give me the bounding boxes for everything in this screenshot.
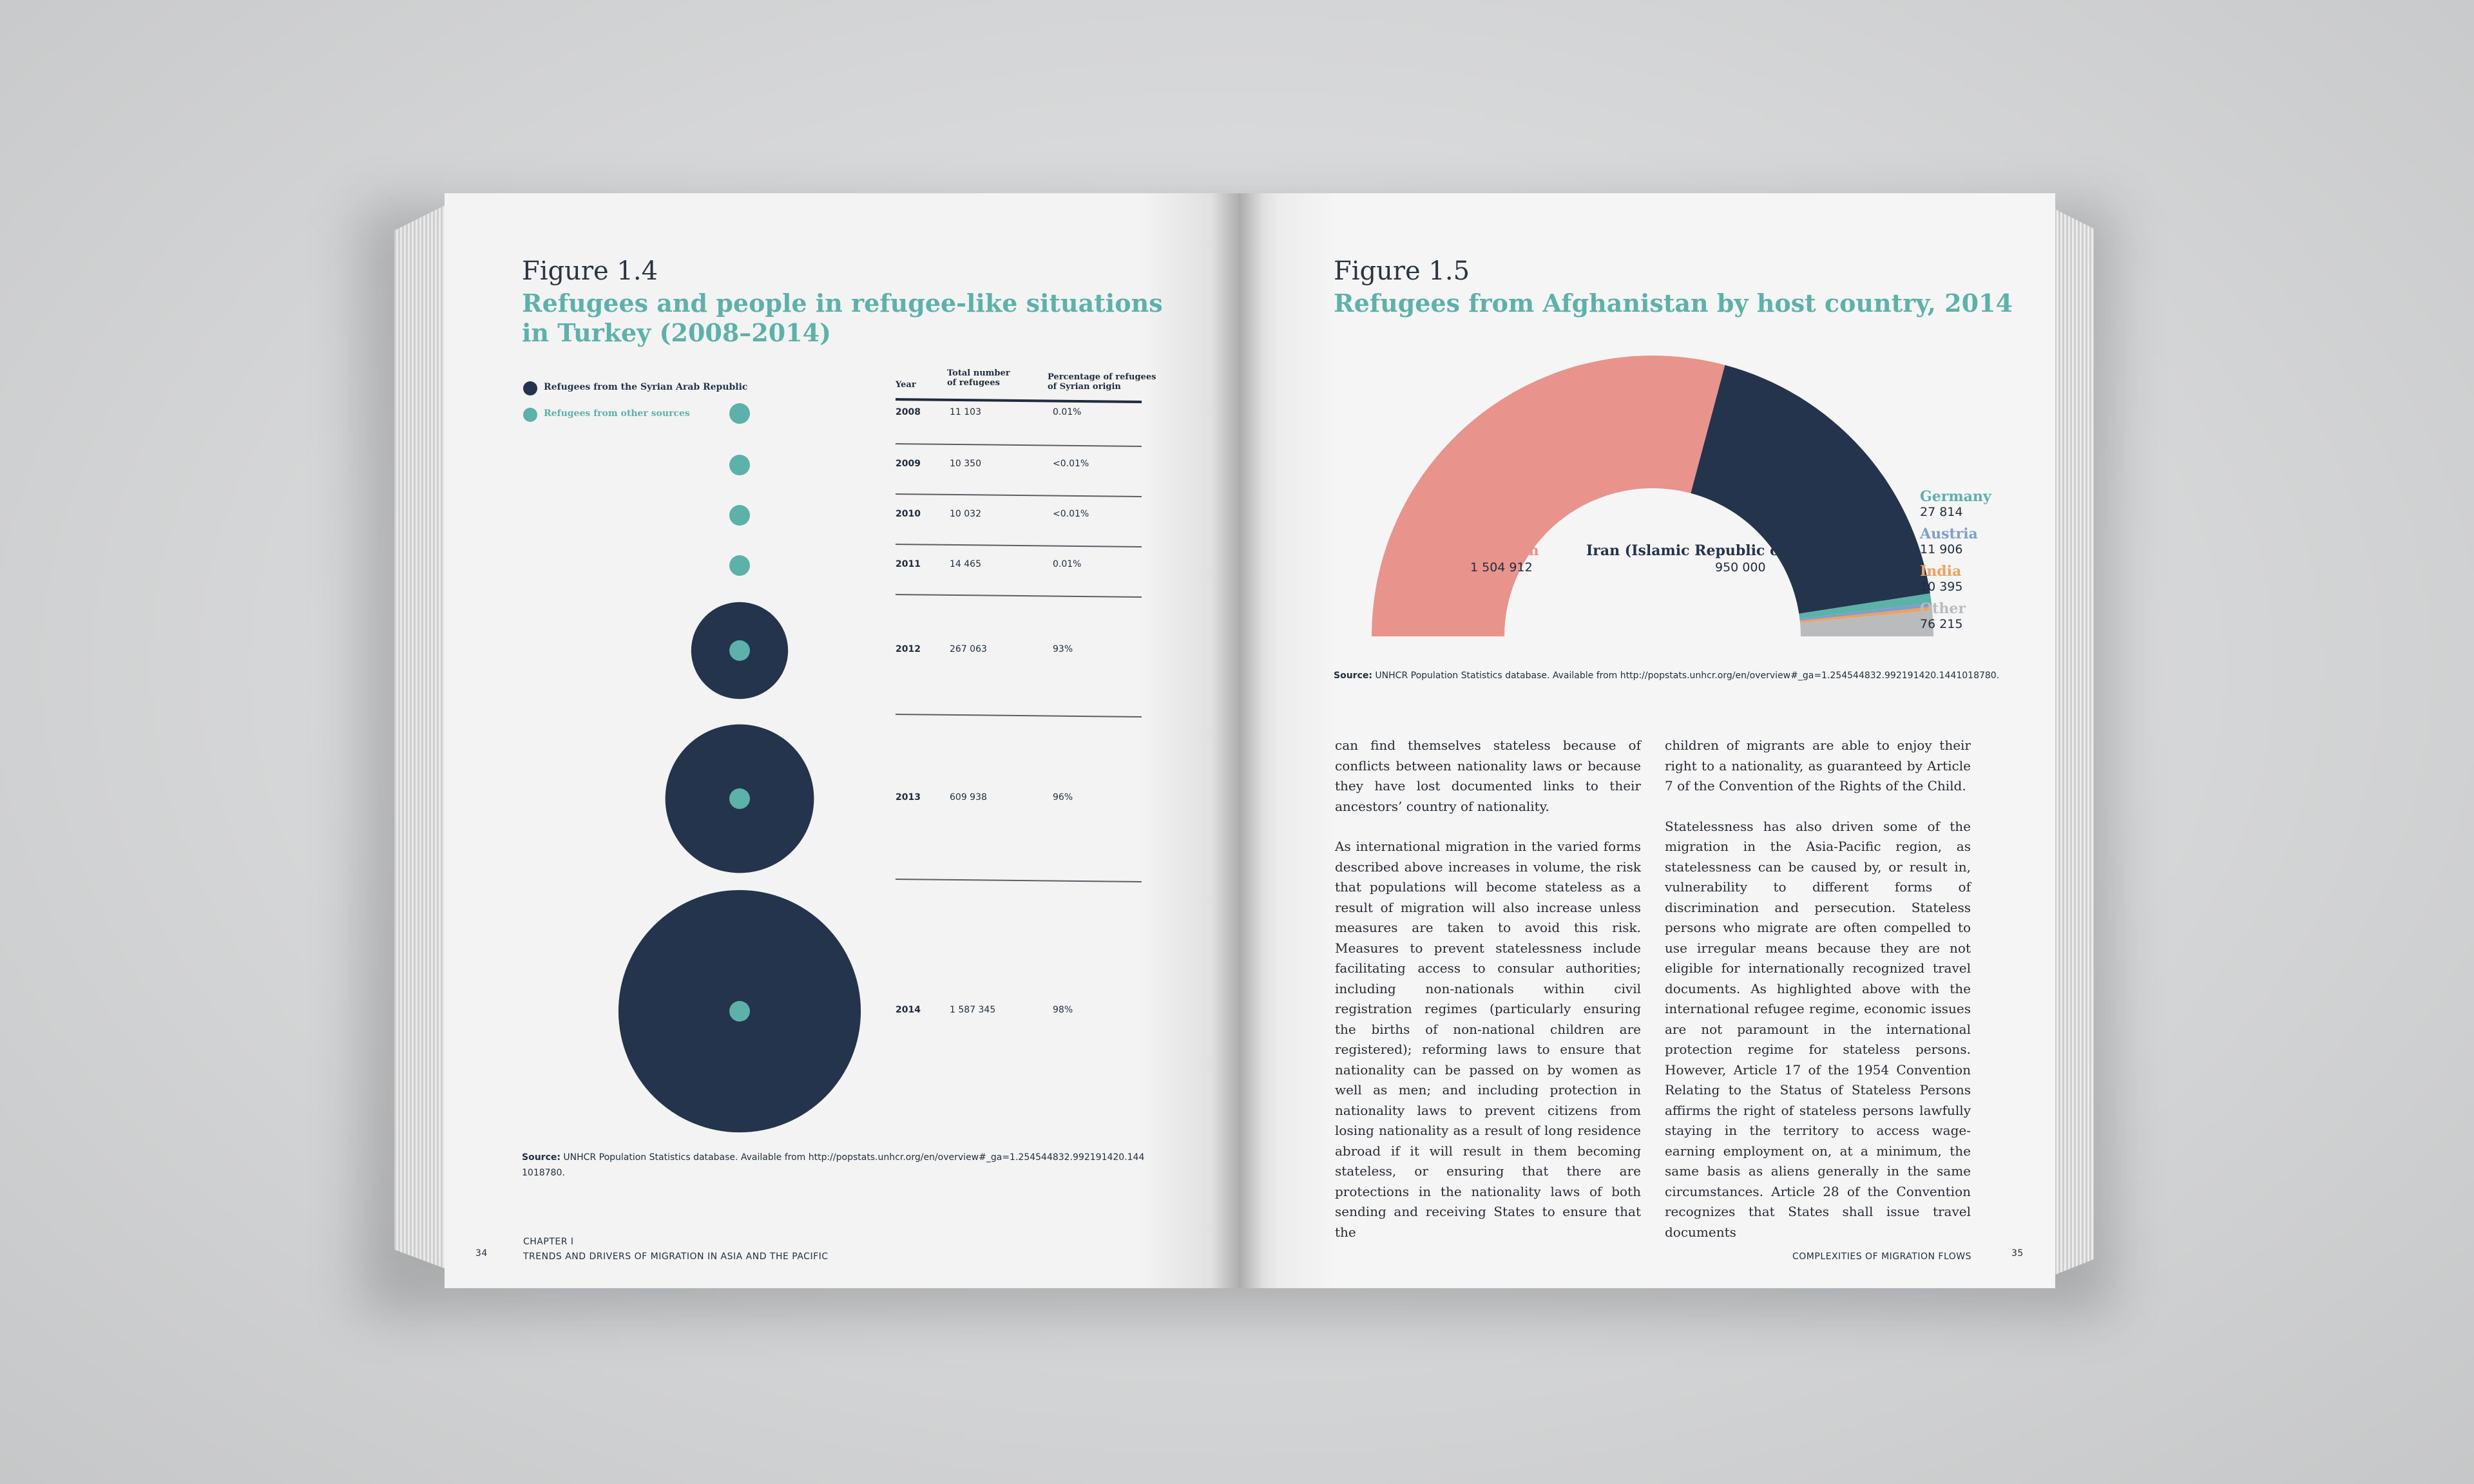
table-cell-pct-2010: <0.01%: [1053, 509, 1089, 519]
table-header-total-line2: of refugees: [947, 378, 1000, 388]
table-cell-total-2011: 14 465: [950, 559, 981, 569]
pie-label-india: India: [1920, 563, 1962, 580]
footer-section-title: COMPLEXITIES OF MIGRATION FLOWS: [1792, 1251, 1971, 1262]
bubble-other-2011: [729, 555, 750, 576]
page-number-left: 34: [475, 1248, 488, 1259]
table-cell-year-2014: 2014: [896, 1005, 921, 1015]
table-cell-total-2012: 267 063: [950, 644, 987, 654]
table-cell-year-2011: 2011: [896, 559, 921, 569]
pie-label-pakistan: Pakistan: [1470, 542, 1539, 559]
page-edges-left: [394, 205, 446, 1269]
body-col1-paragraph2: As international migration in the varied forms described above increases in volume, the risk that populations will become stateless as a result of migration will also increase unless measures are taken to avoid this risk. Measures to prevent statelessness include facilitating access to consular authorities; including non-nationals within civil registration regimes (particularly ensuring the births of non-national children are registered); reforming laws to ensure that nationality can be passed on by women as well as men; and including protection in nationality laws to prevent citizens from losing nationality as a result of long residence abroad if it will result in them becoming stateless, or ensuring that there are protections in the nationality laws of both sending and receiving States to ensure that the: [1335, 839, 1641, 1240]
table-header-pct-line1: Percentage of refugees: [1048, 372, 1156, 382]
page-number-right: 35: [2011, 1248, 2024, 1259]
table-cell-pct-2014: 98%: [1053, 1005, 1073, 1015]
figure-1-4-number: Figure 1.4: [522, 256, 658, 286]
donut-slice-iran-islamic-republic-of: [1691, 365, 1930, 614]
body-col1-paragraph1: can find themselves stateless because of conflicts between nationality laws or because they have lost documented links to their ancestors’ country of nationality.: [1335, 737, 1641, 814]
source-text-line1: UNHCR Population Statistics database. Available from http://popstats.unhcr.org/en/overview#_ga=1.254544832.992191420.144: [560, 1152, 1145, 1163]
figure-1-5-number: Figure 1.5: [1334, 256, 1470, 286]
footer-chapter: CHAPTER I: [523, 1237, 574, 1247]
figure-1-4-title-line2: in Turkey (2008–2014): [522, 318, 832, 347]
table-cell-pct-2012: 93%: [1053, 644, 1073, 654]
table-cell-total-2013: 609 938: [950, 792, 987, 803]
source-label-right: Source:: [1334, 671, 1372, 681]
body-col2-paragraph1: children of migrants are able to enjoy their right to a nationality, as guaranteed by Article 7 of the Convention of the Rights of the Child.: [1665, 737, 1971, 794]
table-cell-pct-2013: 96%: [1053, 792, 1073, 803]
table-header-year: Year: [896, 380, 916, 390]
table-cell-year-2009: 2009: [896, 459, 921, 469]
right-page: [1238, 193, 2055, 1288]
table-header-total-line1: Total number: [947, 368, 1010, 378]
source-note-left-line2: 1018780.: [522, 1168, 565, 1178]
figure-1-5-title: Refugees from Afghanistan by host country, 2014: [1334, 289, 2013, 318]
pie-value-austria: 11 906: [1920, 542, 1963, 556]
left-page: [445, 193, 1238, 1288]
source-note-left: [522, 1150, 1144, 1165]
table-cell-year-2013: 2013: [896, 792, 921, 803]
pie-label-germany: Germany: [1920, 488, 1991, 505]
table-cell-total-2014: 1 587 345: [950, 1005, 996, 1015]
bubble-other-2008: [729, 403, 750, 424]
bubble-other-2012: [729, 640, 750, 661]
pie-label-iran: Iran (Islamic Republic of): [1586, 542, 1792, 559]
table-cell-pct-2008: 0.01%: [1053, 407, 1082, 417]
table-cell-year-2010: 2010: [896, 509, 921, 519]
bubble-other-2009: [729, 455, 750, 475]
source-text-right: UNHCR Population Statistics database. Available from http://popstats.unhcr.org/en/overview#_ga=1.254544832.992191420.1441018780.: [1372, 671, 2000, 681]
book-spine-shadow: [1211, 193, 1263, 1288]
body-column-2: [1665, 736, 1971, 1242]
table-cell-pct-2009: <0.01%: [1053, 459, 1089, 469]
source-label: Source:: [522, 1152, 561, 1163]
body-column-1: [1335, 736, 1641, 1242]
bubble-chart: [445, 193, 1238, 1159]
body-col2-paragraph2: Statelessness has also driven some of the migration in the Asia-Pacific region, as statelessness can be caused by, or result in, vulnerability to different forms of discrimination and persecution. Stateless persons who migrate are often compelled to use irregular means because they are not eligible for internationally recognized travel documents. As highlighted above with the international refugee regime, economic issues are not paramount in the international protection regime for stateless persons. However, Article 17 of the 1954 Convention Relating to the Status of Stateless Persons affirms the right of stateless persons lawfully staying in the territory to access wage-earning employment on, at a minimum, the same basis as aliens generally in the same circumstances. Article 28 of the Convention recognizes that States shall issue travel documents: [1665, 818, 1971, 1240]
footer-chapter-title: TRENDS AND DRIVERS OF MIGRATION IN ASIA AND THE PACIFIC: [523, 1251, 829, 1262]
pie-value-india: 10 395: [1920, 580, 1963, 594]
legend-other-label: Refugees from other sources: [544, 408, 690, 419]
pie-label-austria: Austria: [1920, 526, 1978, 542]
table-cell-year-2012: 2012: [896, 644, 921, 654]
table-cell-year-2008: 2008: [896, 407, 921, 417]
bubble-other-2013: [729, 788, 750, 809]
pie-value-other: 76 215: [1920, 617, 1963, 631]
table-cell-total-2009: 10 350: [950, 459, 981, 469]
pie-value-germany: 27 814: [1920, 505, 1963, 519]
table-header-pct: [1048, 372, 1156, 392]
figure-1-4-title-line1: Refugees and people in refugee-like situations: [522, 289, 1163, 318]
pie-label-other: Other: [1920, 600, 1966, 617]
table-header-pct-line2: of Syrian origin: [1048, 382, 1121, 392]
table-cell-total-2008: 11 103: [950, 407, 981, 417]
pie-value-pakistan: 1 504 912: [1470, 560, 1533, 575]
bubble-other-2014: [729, 1001, 750, 1022]
table-cell-total-2010: 10 032: [950, 509, 981, 519]
donut-slice-pakistan: [1372, 356, 1725, 636]
pie-value-iran: 950 000: [1715, 560, 1766, 575]
bubble-other-2010: [729, 505, 750, 526]
legend-syrian-label: Refugees from the Syrian Arab Republic: [544, 382, 748, 392]
source-note-right: [1334, 669, 1999, 683]
table-cell-pct-2011: 0.01%: [1053, 559, 1082, 569]
table-header-total: [947, 368, 1010, 388]
